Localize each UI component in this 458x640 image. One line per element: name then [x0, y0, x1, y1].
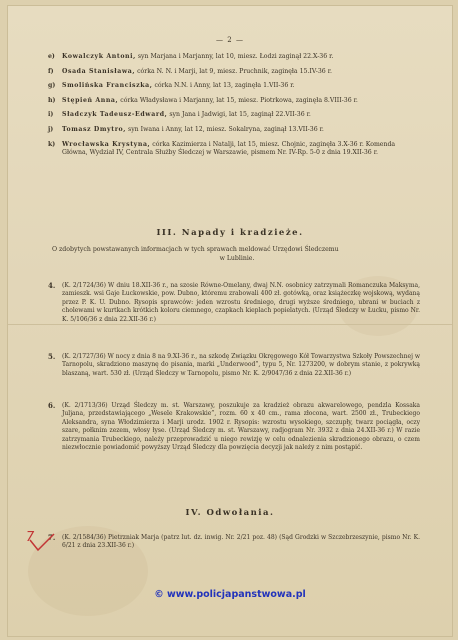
item-letter: f): [48, 67, 54, 75]
fold-line: [8, 324, 452, 325]
item-letter: k): [48, 140, 56, 148]
section-heading: III. Napady i kradzieże.: [156, 228, 304, 238]
missing-persons-list: [48, 53, 422, 164]
person-name: Kowalczyk Antoni,: [62, 53, 136, 60]
person-name: Wrocławska Krystyna,: [62, 140, 151, 148]
handwritten-mark: 7: [26, 530, 35, 545]
case-text: (K. 2/1724/36) W dniu 18.XII-36 r., na szosie Równe-Omelany, dwaj N.N. osobnicy zatrzymali Romanczuka Maksyma, zamieszk. wsi Gaje Łuckowskie, pow. Dubno, któremu zrabowali 400 zł. gotówką, oraz książeczkę wojskową, wydaną przez P. K. U. Dubno. Rysopis sprawców: jeden wzrostu średniego, drugi wyższe średniego, ubrani w buciach z cholewami w kurtkach krótkich koloru ciemnego, czapkach kieplach popielatych. (Urząd Śledczy w Łucku, pismo Nr. K. 5/106/36 z dnia 22.XII-36 r.): [62, 282, 420, 323]
item-text: córka N. N. i Marji, lat 9, miesz. Pruchnik, zaginęła 15.IV-36 r.: [137, 67, 332, 75]
case-text: (K. 2/1584/36) Pietrzniak Marja (patrz lut. dz. inwig. Nr. 2/21 poz. 48) (Sąd Grodzki w Szczebrzeszynie, pismo Nr. K. 6/21 z dnia 23.XII-36 r.): [62, 534, 420, 550]
case-number: 6.: [48, 401, 56, 410]
section-heading: IV. Odwołania.: [185, 508, 275, 518]
case-entry: [48, 402, 420, 452]
case-entry: [48, 353, 420, 378]
person-name: Osada Stanisława,: [62, 67, 136, 75]
list-item: [48, 97, 422, 106]
item-text: córka N.N. i Anny, lat 13, zaginęła 1.VII-36 r.: [154, 82, 295, 90]
list-item: [48, 141, 422, 158]
person-name: Stępień Anna,: [62, 96, 119, 104]
page-number: — 2 —: [216, 36, 244, 44]
intro-text-end: w Lublinie.: [219, 255, 255, 262]
item-letter: e): [48, 53, 55, 60]
item-text: syn Marjana i Marjanny, lat 10, miesz. Łodzi zaginął 22.X-36 r.: [137, 53, 334, 60]
document-page: [8, 6, 452, 636]
red-check-mark: [28, 532, 56, 554]
item-text: córka Kazimierza i Natalji, lat 15, miesz. Chojnic, zaginęła 3.X-36 r. Komenda Główna, Wydział IV, Centrala Służby Śledczej w Warszawie, pismem Nr. IV-Rp. 5-0 z dnia 19.XII-36 r.: [62, 140, 396, 157]
section-intro: [52, 245, 422, 263]
item-text: córka Władysława i Marjanny, lat 15, miesz. Piotrkowa, zaginęła 8.VIII-36 r.: [120, 96, 358, 104]
person-name: Smolińska Franciszka,: [62, 82, 153, 90]
list-item: [48, 111, 422, 120]
person-name: Tomasz Dmytro,: [62, 125, 127, 133]
person-name: Sładczyk Tadeusz-Edward,: [62, 111, 168, 119]
item-letter: g): [48, 82, 56, 90]
intro-text: O zdobytych powstawanych informacjach w tych sprawach meldować Urzędowi Śledczemu: [52, 246, 339, 253]
list-item: [48, 68, 422, 77]
list-item: [48, 126, 422, 135]
item-text: syn Iwana i Anny, lat 12, miesz. Sokalryna, zaginął 13.VII-36 r.: [128, 125, 324, 133]
list-item: [48, 53, 422, 62]
item-letter: h): [48, 96, 56, 104]
case-number: 5.: [48, 352, 56, 361]
case-text: (K. 2/1713/36) Urząd Śledczy m. st. Warszawy, poszukuje za kradzież obrazu akwarelowego, pendzla Kossaka Juljana, przedstawiającego „Wesele Krakowskie”, rozm. 60 x 40 cm., rama złocona, wart. 2500 zł., Trubeckiego Aleksandra, syna Włodzimierza i Marji urodz. 1902 r. Rysopis: wzrostu wysokiego, szczupły, twarz pociągła, oczy szare, połknim zezem, włosy łyse. (Urząd Śledczy m. st. Warszawy, radjogram Nr. 3932 z dnia 24.XII-36 r.) W razie zatrzymania Trubeckiego, należy przeprowadzić u niego rewizję w celu odnalezienia skradzionego obrazu, o czem niezwłocznie powiadomić powyższy Urząd Śledczy dla powzięcia decyzji jak należy z nim postąpić.: [62, 402, 420, 452]
case-number: 4.: [48, 281, 56, 290]
item-letter: j): [48, 125, 54, 133]
case-number: 7.: [48, 533, 56, 542]
item-text: syn Jana i Jadwigi, lat 15, zaginął 22.VII-36 r.: [169, 111, 311, 119]
watermark: © www.policjapanstwowa.pl: [154, 589, 306, 600]
case-entry: [48, 534, 420, 551]
list-item: [48, 82, 422, 91]
case-entry: [48, 282, 420, 324]
item-letter: i): [48, 111, 54, 119]
case-text: (K. 2/1727/36) W nocy z dnia 8 na 9.XI-36 r., na szkodę Związku Okręgowego Kół Towarzystwa Szkoły Powszechnej w Tarnopolu, skradziono maszynę do pisania, marki „Underwood”, typu 5, Nr. 1273200, w dobrym stanie, z pokrywką blaszaną, wart. 530 zł. (Urząd Śledczy w Tarnopolu, pismo Nr. K. 2/9047/36 z dnia 22.XII-36 r.): [62, 353, 420, 377]
red-check-stroke: [30, 534, 54, 550]
